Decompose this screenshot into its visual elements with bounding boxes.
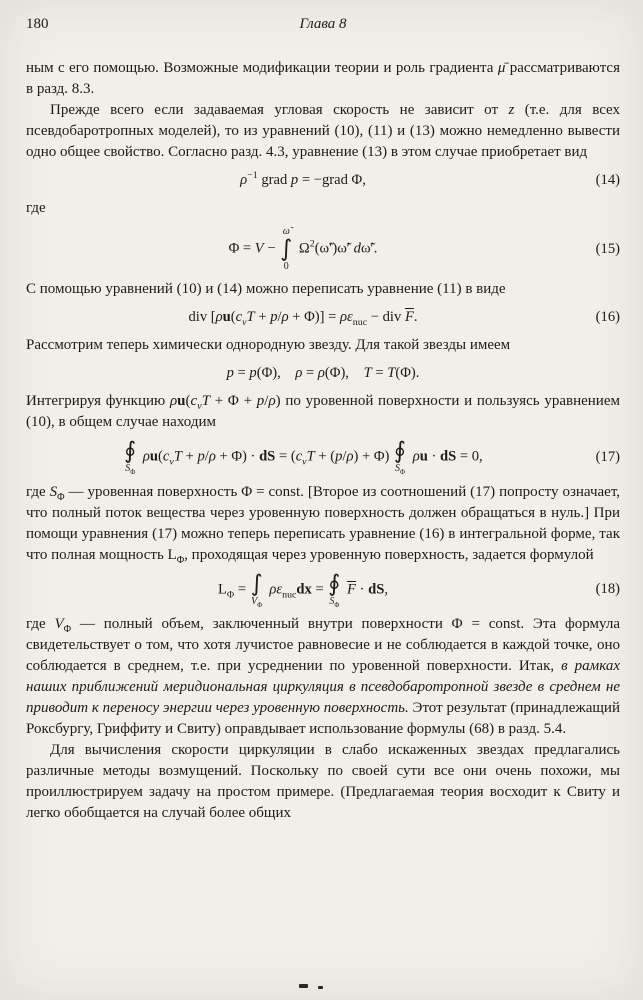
equation-number: (17) (595, 448, 620, 465)
paragraph: ным с его помощью. Возможные модификации теории и роль градиента μ̄ рассматриваются в разд. 8.3. (26, 60, 620, 97)
equation-body: ∮ $S_\Phi$ $\rho u(c_vT + p/\rho + \Phi)$ · dS = $(c_vT + (p/\rho) + \Phi)$ ∮ $S_\Phi$ ρu · dS = 0, (124, 438, 483, 476)
paragraph: С помощью уравнений (10) и (14) можно переписать уравнение (11) в виде (26, 281, 506, 297)
equation-body: $L_\Phi$ = ∫ $V_\Phi$ $\rho\varepsilon_{nuc}dx$ = ∮ $S_\Phi$ $\overline{F}$ · dS, (218, 570, 388, 609)
equation-body: div $[\rho u(c_vT + p/\rho + \Phi)] = \rho\varepsilon_{nuc}$ − div $\overline{F}$. (188, 309, 418, 328)
equation (26, 163, 620, 198)
scan-artifact (318, 986, 323, 989)
equation-number: (14) (595, 172, 620, 188)
equation (26, 356, 620, 391)
paragraph: где $V_\Phi$ — полный объем, заключенный внутри поверхности Φ = const. Эта формула свидетельствует о том, что хотя лучистое равновесие и не соблюдается в каждой точке, оно соблюдается в среднем, т.е. при усреднении по уровенной поверхности. Итак, в рамках наших приближений меридиональная циркуляция в псевдобаротропной звезде в среднем не приводит к переносу энергии через уровенную поверхность. Этот результат (принадлежащий Роксбургу, Гриффиту и Свиту) оправдывает использование формулы (68) в разд. 5.4. (26, 616, 620, 737)
paragraph: Прежде всего если задаваемая угловая скорость не зависит от z (т.е. для всех псевдобаротропных моделей), то из уравнений (10), (11) и (13) можно немедленно вывести одно общее свойство. Согласно разд. 4.3, уравнение (13) в этом случае приобретает вид (26, 102, 620, 160)
chapter-title: Глава 8 (299, 16, 347, 32)
equation-number: (16) (595, 309, 620, 325)
equation-body: Φ = V − ω̃ ∫ 0 $\Omega^2(\omegã')\omegã'$ dω̃′. (228, 226, 378, 272)
paragraph: где $S_\Phi$ — уровенная поверхность Φ = const. [Второе из соотношений (17) попросту означает, что полный поток вещества через уровенную поверхность должен обращаться в нуль.] При помощи уравнения (17) можно теперь переписать уравнение (16) в интегральной форме, так что полная мощность $L_\Phi$, проходящая через уровенную поверхность, задается формулой (26, 483, 620, 566)
page-header (26, 16, 620, 36)
equation (26, 433, 620, 482)
equation (26, 219, 620, 279)
equation-body: p = p(Φ), ρ = ρ(Φ), T = T(Φ). (226, 365, 420, 381)
scan-artifact (299, 984, 308, 988)
paragraph: Рассмотрим теперь химически однородную звезду. Для такой звезды имеем (26, 337, 511, 353)
paragraph: Интегрируя функцию $\rho u(c_vT + \Phi + p/\rho)$ по уровенной поверхности и пользуясь уравнением (10), в общем случае находим (26, 393, 620, 430)
equation (26, 566, 620, 615)
equation-body: $\rho^{-1}$ grad p = −grad Φ, (240, 170, 366, 188)
paragraph: Для вычисления скорости циркуляции в слабо искаженных звездах предлагались различные методы возмущений. Поскольку по своей сути все они очень похожи, мы проиллюстрируем задачу на простом примере. (Предлагаемая теория восходит к Свиту и легко обобщается на случай более общих (26, 742, 620, 821)
equation (26, 300, 620, 335)
equation-number: (15) (595, 240, 620, 257)
page-number: 180 (26, 16, 49, 32)
equation-number: (18) (595, 581, 620, 598)
paragraph: где (26, 200, 46, 216)
